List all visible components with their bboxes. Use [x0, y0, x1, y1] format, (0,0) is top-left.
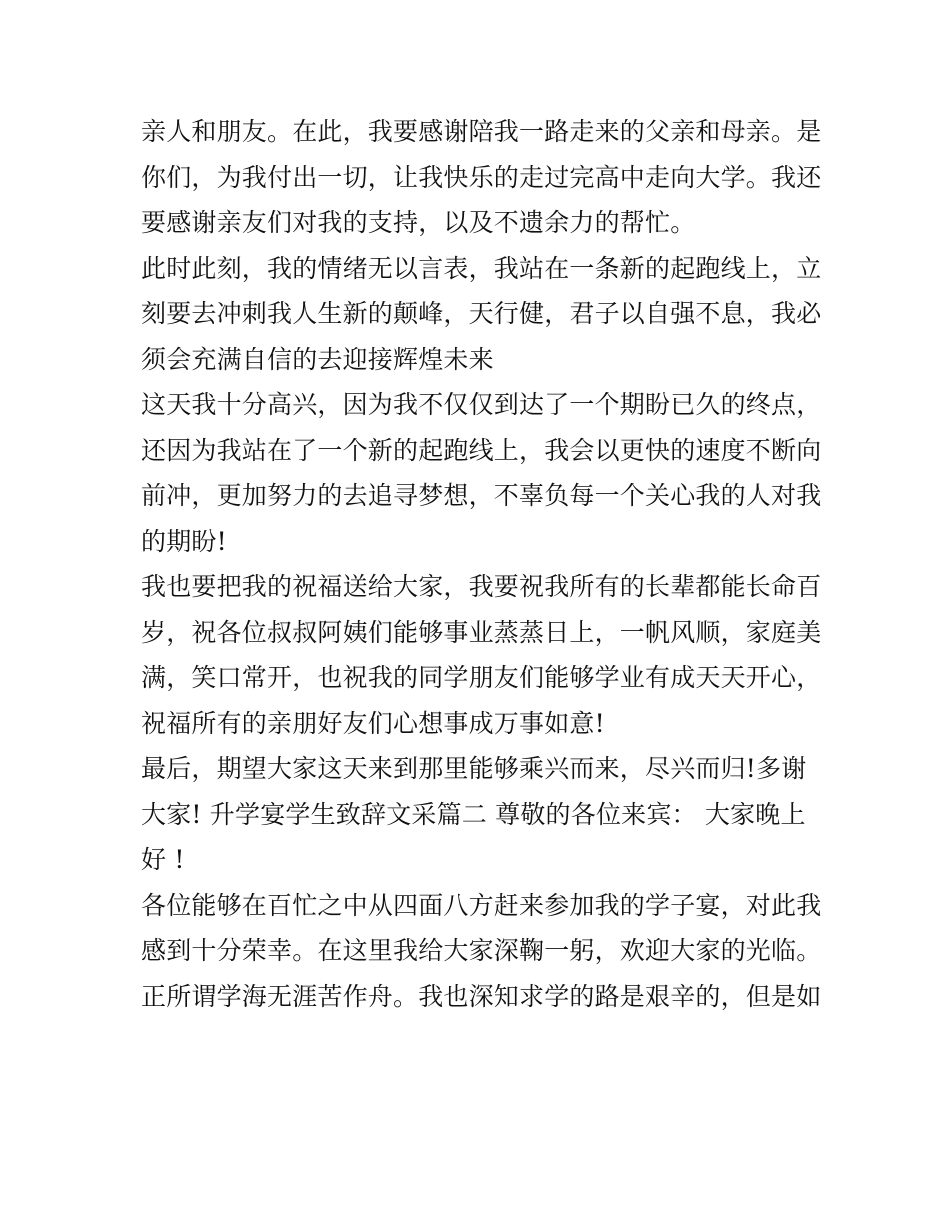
text-line: 满，笑口常开，也祝我的同学朋友们能够学业有成天天开心，	[141, 663, 822, 692]
text-line: 刻要去冲刺我人生新的颠峰，天行健，君子以自强不息，我必	[141, 299, 822, 328]
text-line: 亲人和朋友。在此，我要感谢陪我一路走来的父亲和母亲。是	[141, 117, 822, 146]
text-line: 感到十分荣幸。在这里我给大家深鞠一躬，欢迎大家的光临。	[141, 936, 822, 965]
text-line: 要感谢亲友们对我的支持，以及不遗余力的帮忙。	[141, 208, 696, 237]
text-line: 正所谓学海无涯苦作舟。我也深知求学的路是艰辛的，但是如	[141, 981, 822, 1011]
text-line: 这天我十分高兴，因为我不仅仅到达了一个期盼已久的终点，	[141, 390, 822, 419]
text-line: 最后，期望大家这天来到那里能够乘兴而来，尽兴而归!多谢	[141, 754, 807, 783]
text-line: 各位能够在百忙之中从四面八方赶来参加我的学子宴，对此我	[141, 890, 822, 920]
text-line: 还因为我站在了一个新的起跑线上，我会以更快的速度不断向	[141, 435, 822, 465]
text-line: 祝福所有的亲朋好友们心想事成万事如意!	[141, 708, 605, 738]
document-body	[141, 109, 821, 1019]
text-line: 我也要把我的祝福送给大家，我要祝我所有的长辈都能长命百	[141, 572, 822, 601]
text-line: 你们，为我付出一切，让我快乐的走过完高中走向大学。我还	[141, 162, 822, 192]
text-line: 此时此刻，我的情绪无以言表，我站在一条新的起跑线上，立	[141, 253, 822, 283]
text-line: 须会充满自信的去迎接辉煌未来	[141, 344, 494, 374]
text-line: 大家! 升学宴学生致辞文采篇二 尊敬的各位来宾： 大家晚上	[141, 799, 806, 829]
text-line: 的期盼!	[141, 526, 227, 556]
text-line: 前冲，更加努力的去追寻梦想，不辜负每一个关心我的人对我	[141, 481, 822, 510]
text-line: 岁，祝各位叔叔阿姨们能够事业蒸蒸日上，一帆风顺，家庭美	[141, 617, 822, 647]
text-line: 好 !	[141, 845, 185, 874]
